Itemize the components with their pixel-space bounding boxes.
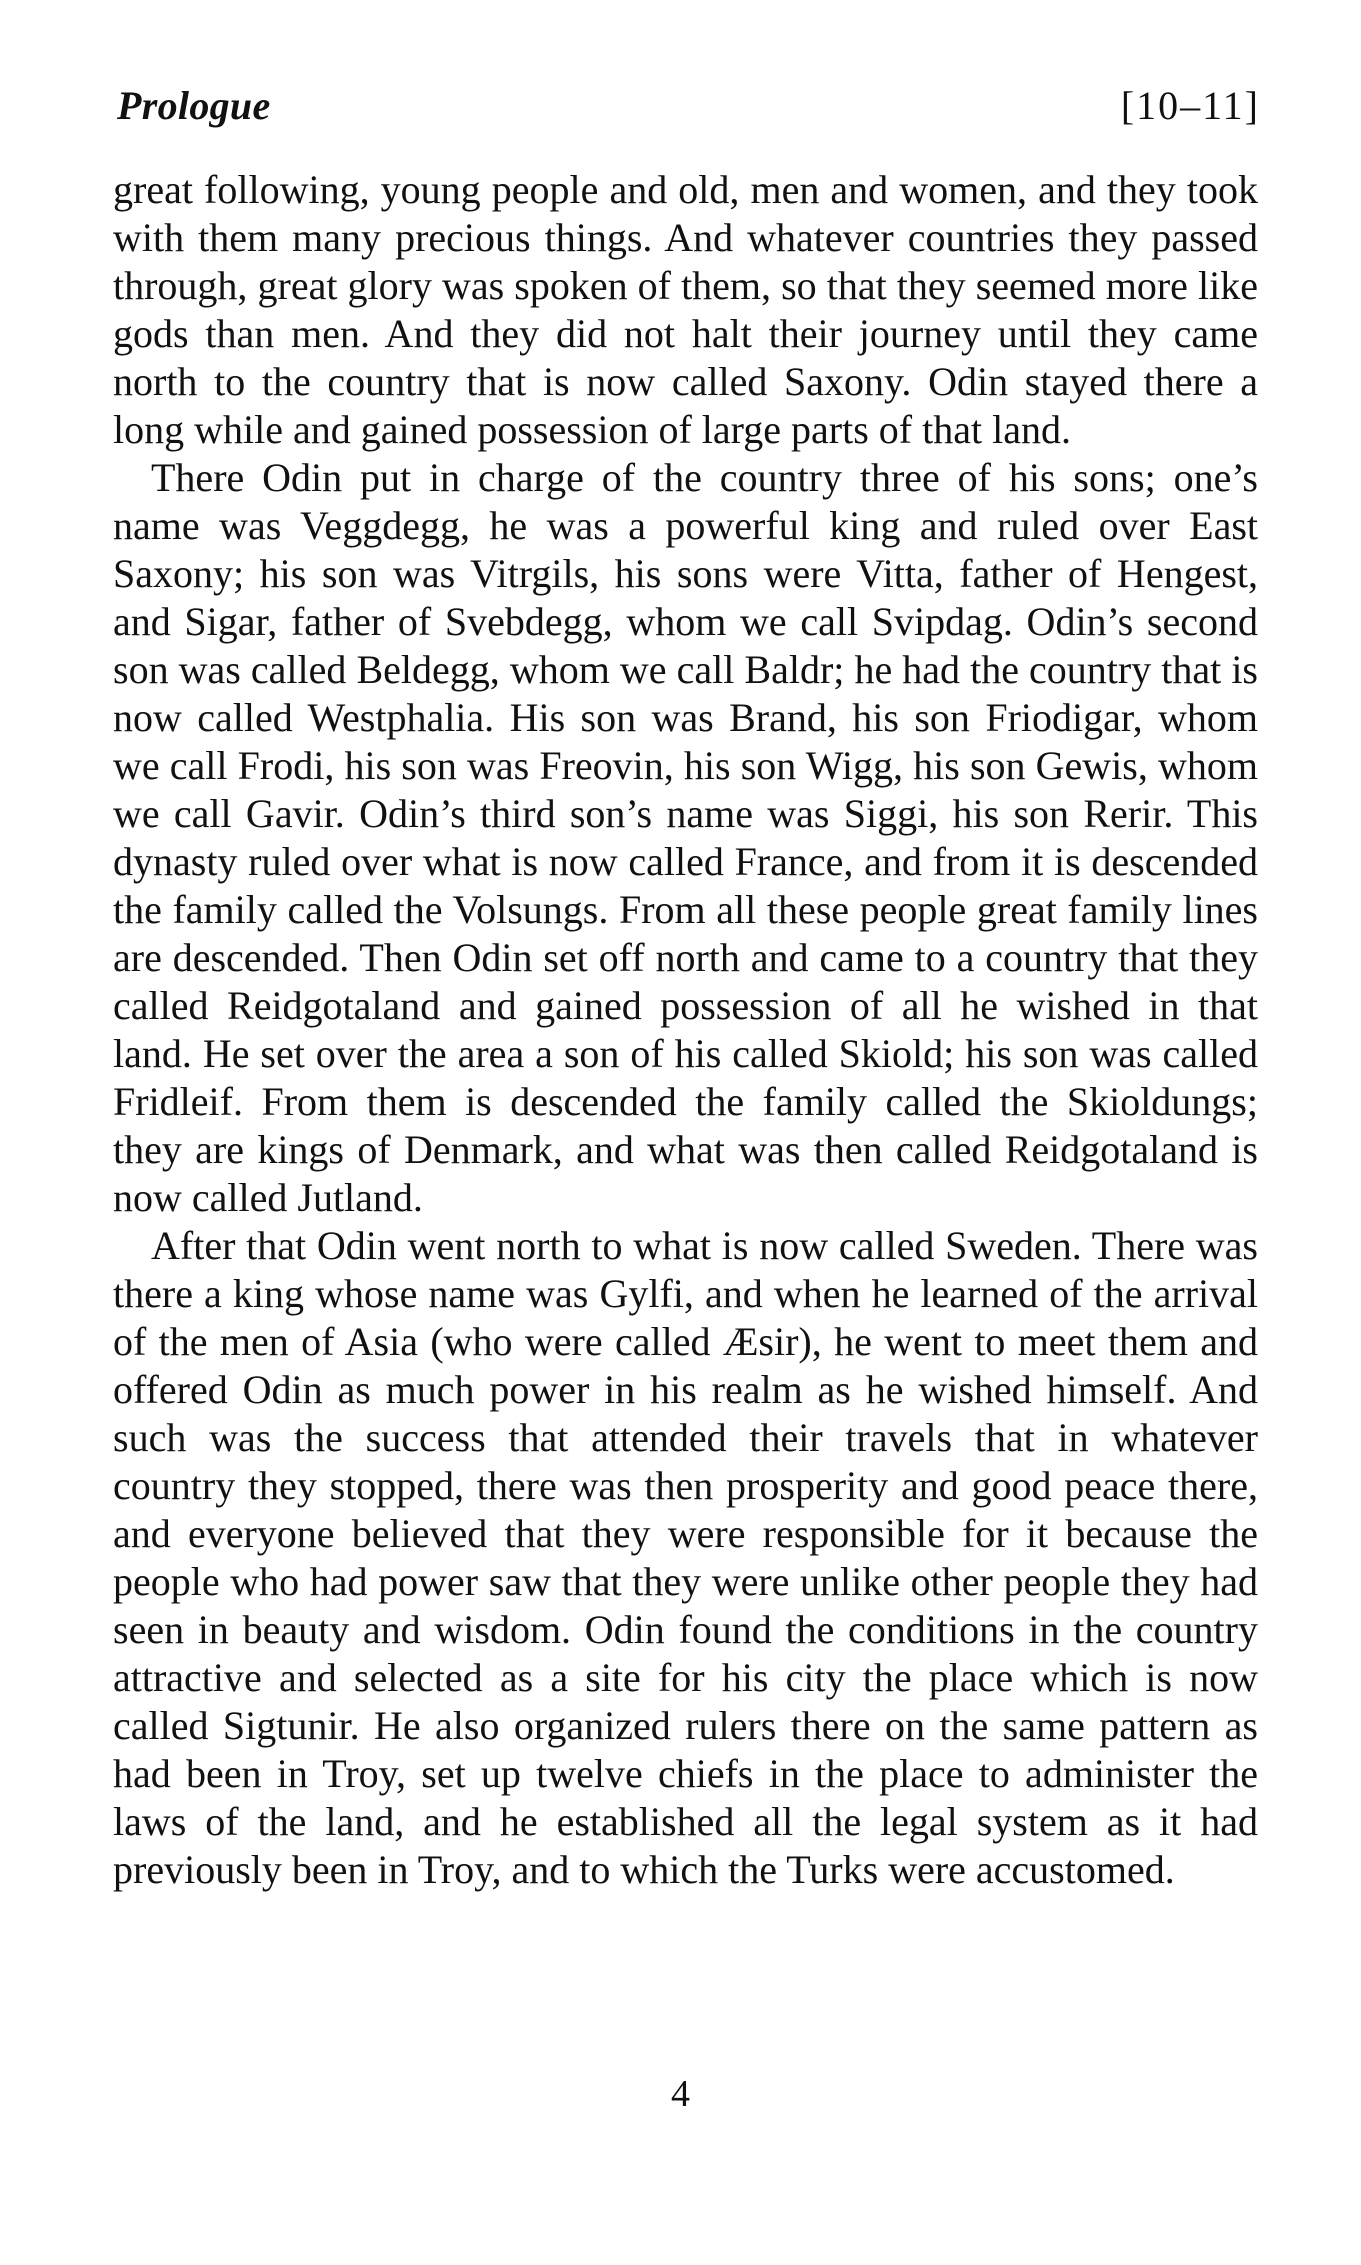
page-number: 4 [671,2073,690,2115]
page-range-reference: [10–11] [1120,83,1260,128]
body-text [113,166,1258,1894]
section-title: Prologue [117,83,271,128]
paragraph: There Odin put in charge of the country three of his sons; one’s name was Veggdegg, he was a powerful king and ruled over East Saxony; his son was Vitrgils, his sons were Vitta, father of Hengest, and Sigar, father of Svebdegg, whom we call Svipdag. Odin’s second son was called Beldegg, whom we call Baldr; he had the country that is now called Westphalia. His son was Brand, his son Friodigar, whom we call Frodi, his son was Freovin, his son Wigg, his son Gewis, whom we call Gavir. Odin’s third son’s name was Siggi, his son Rerir. This dynasty ruled over what is now called France, and from it is descended the family called the Volsungs. From all these people great family lines are descended. Then Odin set off north and came to a country that they called Reidgotaland and gained possession of all he wished in that land. He set over the area a son of his called Skiold; his son was called Fridleif. From them is descended the family called the Skioldungs; they are kings of Denmark, and what was then called Reidgotaland is now called Jutland. [113,455,1258,1220]
paragraph: After that Odin went north to what is now called Sweden. There was there a king whose name was Gylfi, and when he learned of the arrival of the men of Asia (who were called Æsir), he went to meet them and offered Odin as much power in his realm as he wished himself. And such was the success that attended their travels that in whatever country they stopped, there was then prosperity and good peace there, and everyone believed that they were responsible for it because the people who had power saw that they were unlike other people they had seen in beauty and wisdom. Odin found the conditions in the country attractive and selected as a site for his city the place which is now called Sigtunir. He also organized rulers there on the same pattern as had been in Troy, set up twelve chiefs in the place to administer the laws of the land, and he established all the legal system as it had previously been in Troy, and to which the Turks were accustomed. [113,1223,1258,1892]
running-head [117,82,1260,132]
paragraph-continued: great following, young people and old, men and women, and they took with them many precious things. And whatever countries they passed through, great glory was spoken of them, so that they seemed more like gods than men. And they did not halt their journey until they came north to the country that is now called Saxony. Odin stayed there a long while and gained possession of large parts of that land. [113,167,1258,452]
